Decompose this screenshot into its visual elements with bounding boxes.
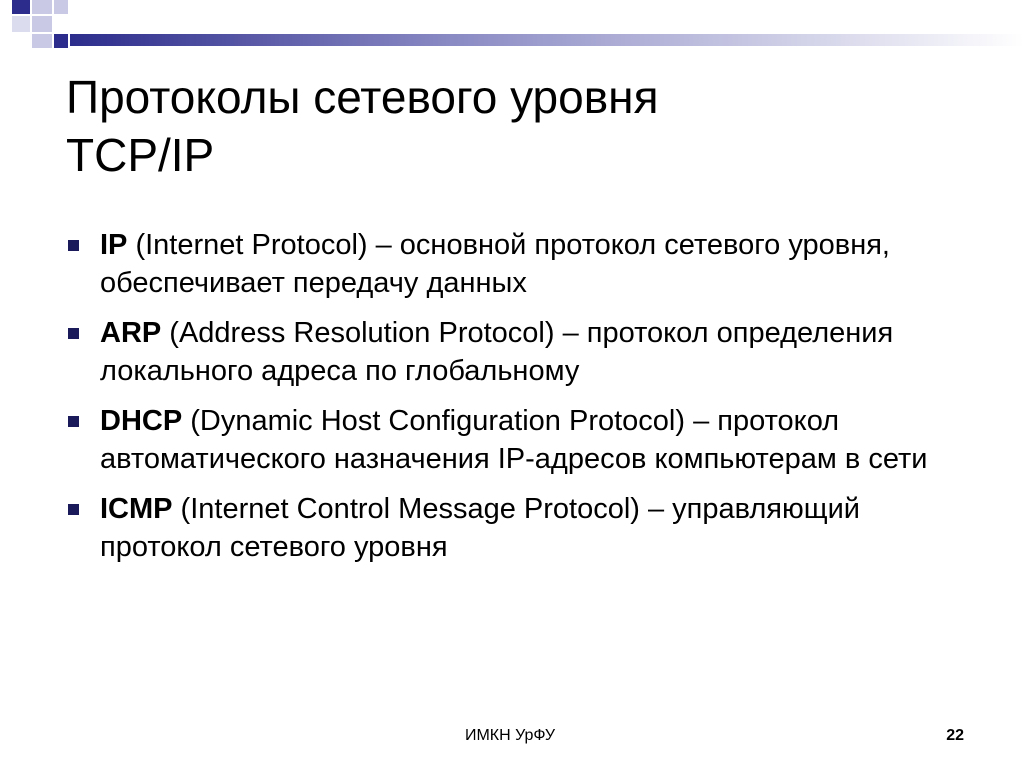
bullet-item-icmp (66, 490, 966, 566)
decor-square (54, 0, 68, 14)
footer-organization: ИМКН УрФУ (464, 727, 556, 744)
bullet-term: DHCP (100, 405, 183, 437)
bullet-text: (Internet Protocol) – основной протокол сетевого уровня, обеспечивает передачу данных (100, 229, 890, 299)
square-bullet-icon (68, 504, 79, 515)
header-decoration (0, 0, 1024, 60)
decor-square (32, 0, 52, 14)
slide-number: 22 (946, 727, 964, 744)
decor-square (54, 34, 68, 48)
bullet-item-ip (66, 226, 966, 302)
square-bullet-icon (68, 240, 79, 251)
bullet-text: (Dynamic Host Configuration Protocol) – протокол автоматического назначения IP-адресов компьютерам в сети (100, 405, 928, 475)
bullet-text: (Address Resolution Protocol) – протокол определения локального адреса по глобальному (100, 317, 894, 387)
bullet-item-arp (66, 314, 966, 390)
decor-square (12, 16, 30, 32)
bullet-item-dhcp (66, 402, 966, 478)
header-gradient-bar (70, 34, 1024, 46)
slide-title-line-2: TCP/IP (66, 129, 215, 181)
square-bullet-icon (68, 328, 79, 339)
square-bullet-icon (68, 416, 79, 427)
decor-square (32, 16, 52, 32)
slide-title-line-1: Протоколы сетевого уровня (66, 71, 659, 123)
slide-title (66, 68, 966, 184)
decor-square (12, 0, 30, 14)
decor-square (32, 34, 52, 48)
bullet-term: ICMP (100, 493, 173, 525)
bullet-term: ARP (100, 317, 162, 349)
bullet-text: (Internet Control Message Protocol) – управляющий протокол сетевого уровня (100, 493, 861, 563)
bullet-term: IP (100, 229, 128, 261)
bullet-list (66, 226, 966, 578)
